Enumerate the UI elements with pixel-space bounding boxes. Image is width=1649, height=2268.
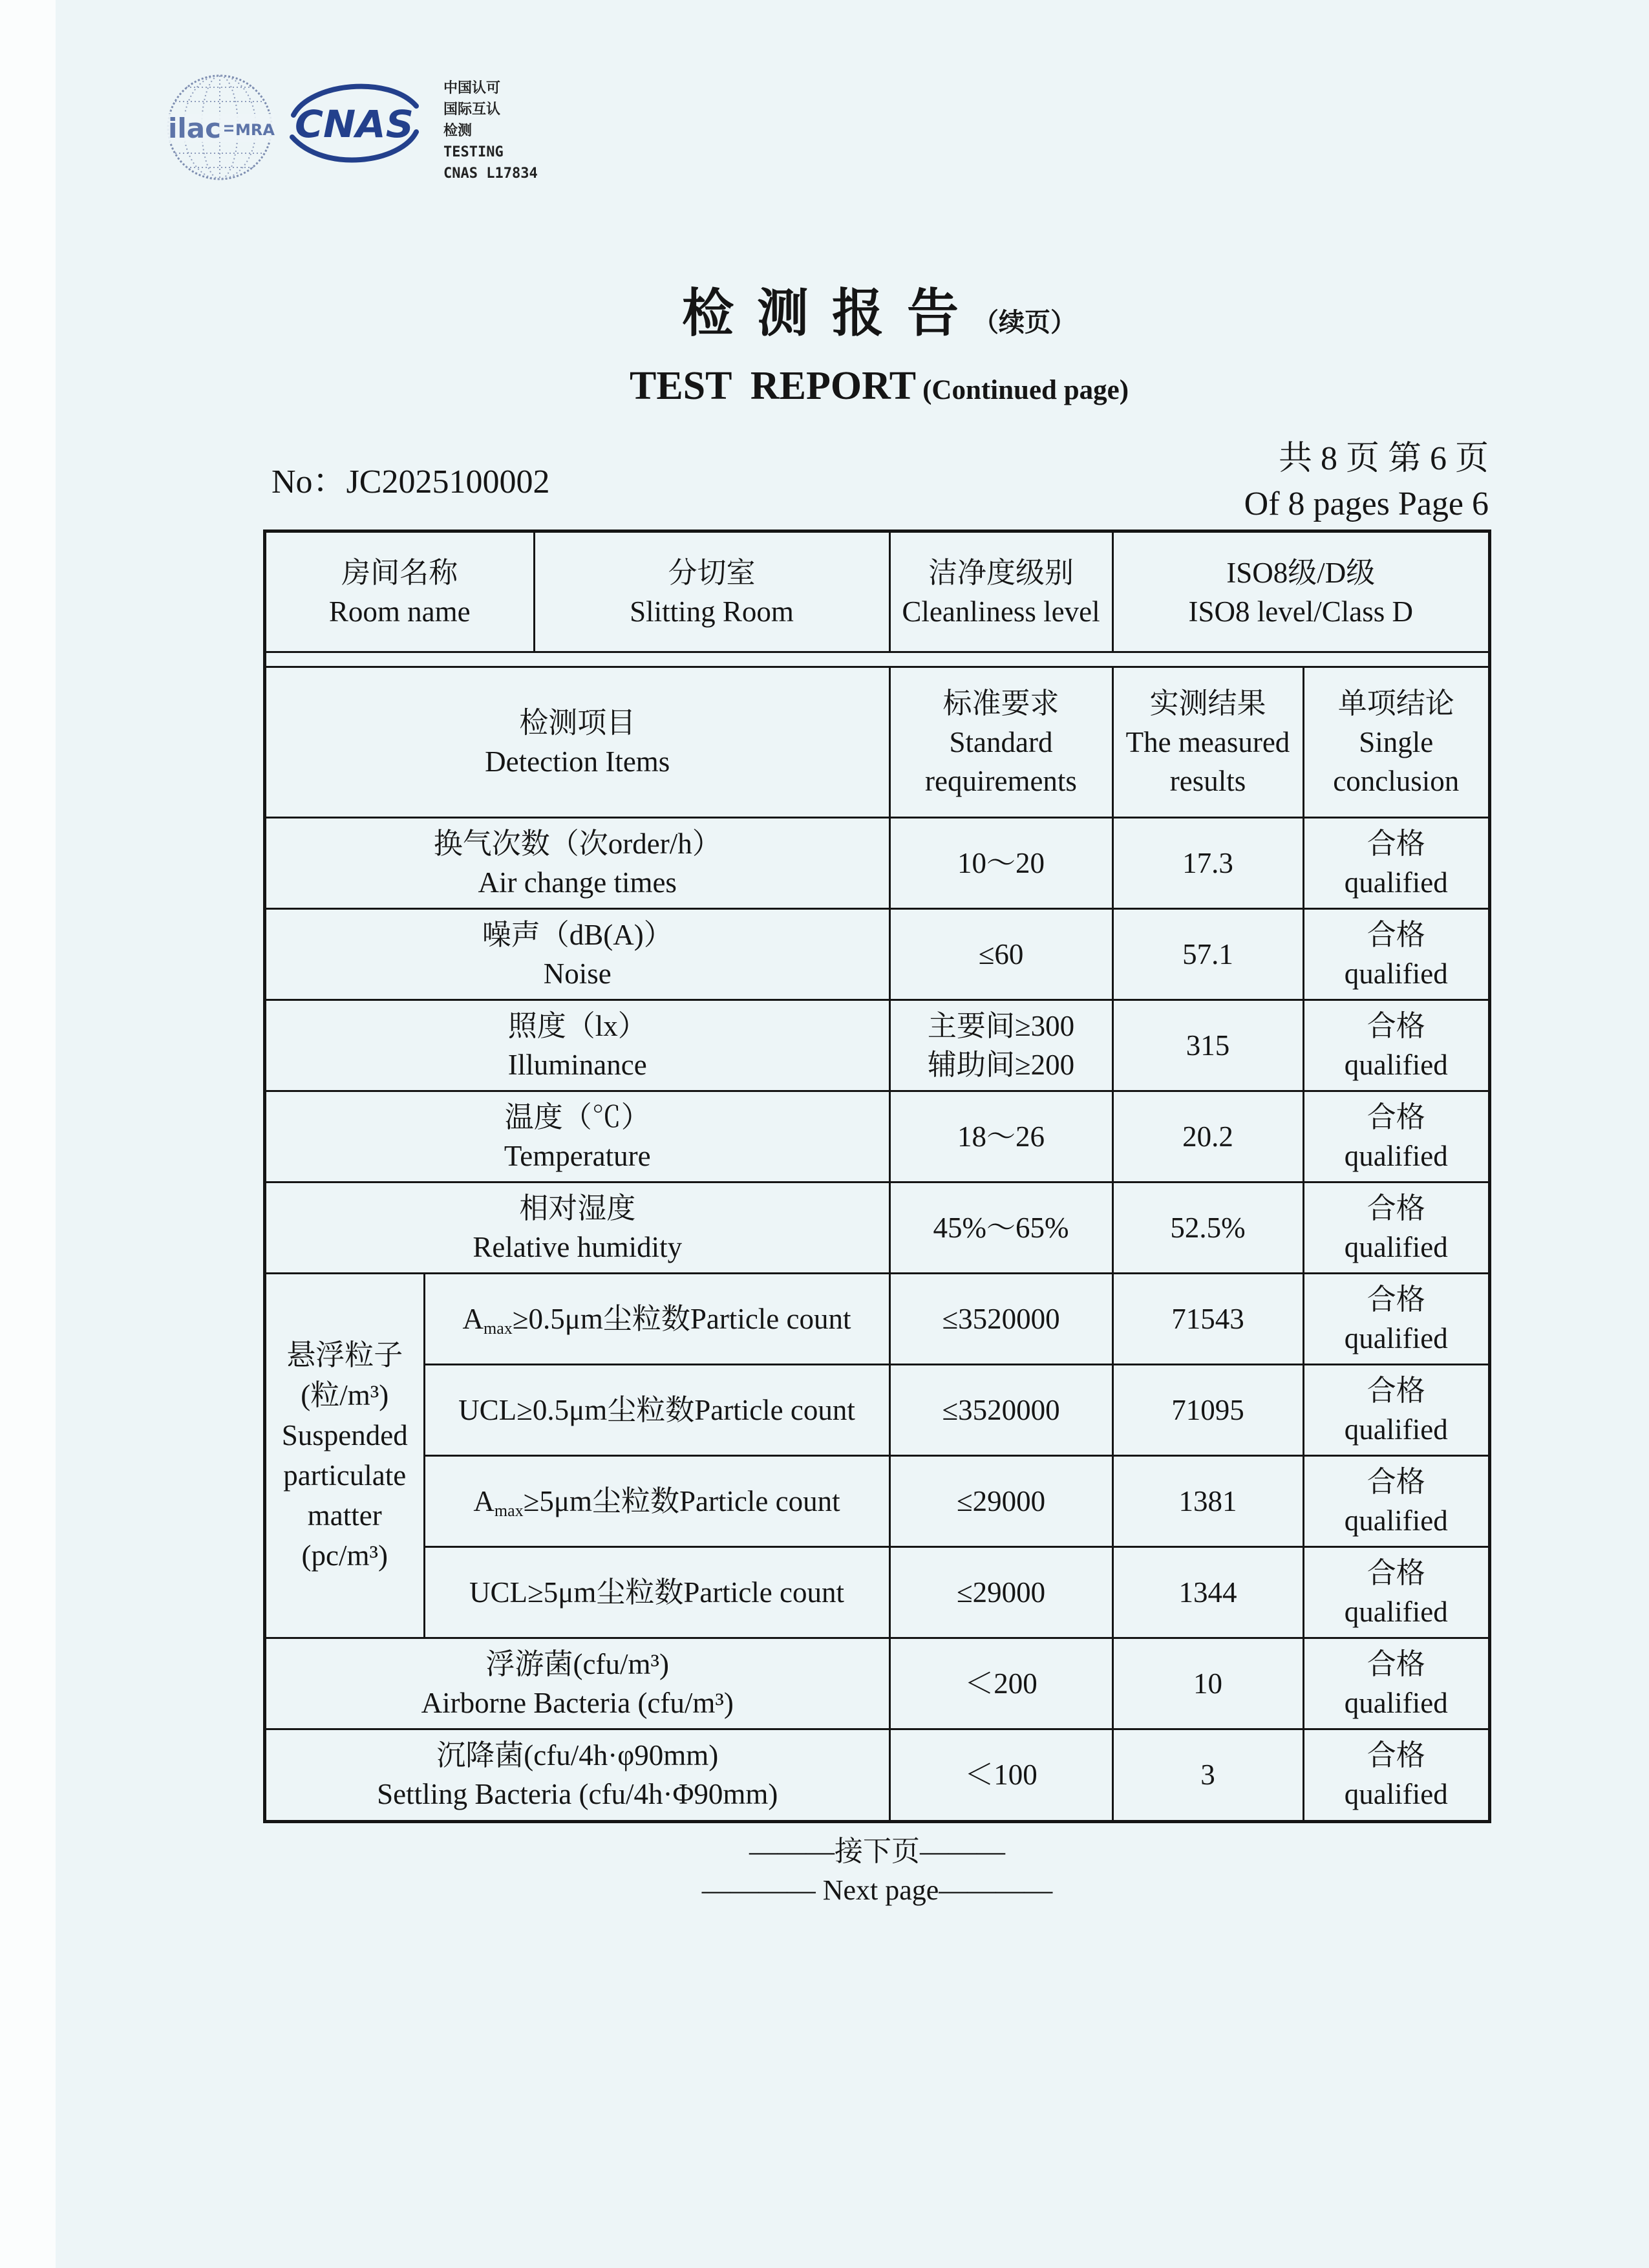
particle-subscript: max [483, 1318, 513, 1338]
item-name-cn: 换气次数（次order/h） [433, 827, 721, 860]
item-conclusion [1303, 908, 1488, 1000]
pagination-en: Of 8 pages Page 6 [1244, 486, 1489, 522]
accreditation-logos [155, 65, 440, 194]
item-result: 71543 [1112, 1273, 1303, 1364]
table-row [266, 1455, 1488, 1546]
item-result: 71095 [1112, 1364, 1303, 1455]
ilac-mra-logo [167, 76, 275, 179]
header-standard [889, 668, 1112, 817]
item-conclusion [1303, 1273, 1488, 1364]
title-en-line [388, 361, 1370, 415]
header-standard-cn: 标准要求 [942, 687, 1059, 720]
room-name-label [266, 533, 534, 651]
header-detection-items [266, 668, 889, 817]
accreditation-line: 中国认可 [443, 80, 501, 96]
cleanliness-level-value-cn: ISO8级/D级 [1226, 556, 1376, 589]
title-cn-suffix: （续页） [973, 308, 1076, 337]
particle-text: ≥0.5μm尘粒数Particle count [516, 1393, 855, 1426]
title-en: TEST REPORT [629, 364, 917, 408]
item-conclusion [1303, 1000, 1488, 1091]
item-standard: 10～20 [889, 817, 1112, 908]
item-name-en: Noise [543, 957, 612, 990]
mra-logo-text: MRA [235, 121, 275, 139]
room-info-row [266, 533, 1488, 651]
ilac-logo-text: ilac [168, 112, 222, 144]
header-standard-en: Standard [949, 725, 1053, 758]
particle-group-line: (粒/m³) [301, 1379, 389, 1411]
conclusion-en: qualified [1344, 957, 1448, 990]
report-number-label: No： [271, 464, 346, 500]
conclusion-en: qualified [1344, 866, 1448, 899]
header-detection-items-cn: 检测项目 [519, 706, 636, 739]
room-name-value-cn: 分切室 [668, 556, 756, 589]
item-standard: 18～26 [889, 1091, 1112, 1182]
table-double-rule [266, 651, 1488, 668]
conclusion-cn: 合格 [1367, 1192, 1425, 1225]
footer-next-page-cn: ———接下页——— [749, 1835, 1005, 1867]
detection-header-row [266, 668, 1488, 817]
standard-auxiliary-room: 辅助间≥200 [927, 1048, 1075, 1081]
scan-margin [0, 0, 56, 2268]
item-name [266, 1000, 889, 1091]
item-standard: ≤60 [889, 908, 1112, 1000]
title-en-suffix: (Continued page) [922, 375, 1129, 405]
item-name-en: Settling Bacteria (cfu/4h·Φ90mm) [377, 1778, 778, 1811]
conclusion-en: qualified [1344, 1504, 1448, 1537]
cnas-logo [292, 87, 416, 160]
report-number-value: JC2025100002 [346, 464, 550, 500]
item-name-cn: 沉降菌(cfu/4h·φ90mm) [436, 1739, 719, 1772]
item-conclusion [1303, 1729, 1488, 1820]
item-name-cn: 噪声（dB(A)） [482, 918, 673, 951]
cleanliness-level-label-cn: 洁净度级别 [928, 556, 1074, 589]
item-result: 52.5% [1112, 1182, 1303, 1273]
item-conclusion [1303, 1364, 1488, 1455]
table-row [266, 1091, 1488, 1182]
item-name-en: Air change times [478, 866, 677, 899]
table-row [266, 1273, 1488, 1364]
particle-item-name [424, 1455, 889, 1546]
conclusion-cn: 合格 [1367, 1556, 1425, 1589]
table-row [266, 1546, 1488, 1638]
accreditation-line: 检测 [443, 123, 473, 139]
item-conclusion [1303, 817, 1488, 908]
particle-group-line: particulate [283, 1459, 407, 1492]
conclusion-cn: 合格 [1367, 827, 1425, 860]
header-conclusion-en: Single [1359, 725, 1434, 758]
cleanliness-level-label [889, 533, 1112, 651]
item-standard: ≤29000 [889, 1546, 1112, 1638]
item-result: 10 [1112, 1638, 1303, 1729]
conclusion-en: qualified [1344, 1413, 1448, 1446]
room-name-value [534, 533, 889, 651]
particle-prefix: UCL [458, 1393, 517, 1426]
item-standard: ≤3520000 [889, 1364, 1112, 1455]
item-result: 1381 [1112, 1455, 1303, 1546]
particle-group-line: 悬浮粒子 [286, 1339, 403, 1371]
item-name [266, 1182, 889, 1273]
particle-item-name [424, 1273, 889, 1364]
item-result: 57.1 [1112, 908, 1303, 1000]
header-result-en: The measured [1125, 725, 1290, 758]
accreditation-text [443, 78, 538, 184]
header-result-cn: 实测结果 [1149, 687, 1266, 720]
item-result: 17.3 [1112, 817, 1303, 908]
table-row [266, 1364, 1488, 1455]
conclusion-cn: 合格 [1367, 1465, 1425, 1498]
conclusion-en: qualified [1344, 1139, 1448, 1172]
particle-subscript: max [494, 1501, 524, 1520]
item-result: 1344 [1112, 1546, 1303, 1638]
conclusion-en: qualified [1344, 1686, 1448, 1719]
particle-prefix: A [462, 1302, 484, 1335]
item-name-cn: 浮游菌(cfu/m³) [485, 1647, 669, 1680]
footer-next-page-en: ———— Next page———— [701, 1874, 1053, 1906]
particle-group-line: (pc/m³) [301, 1539, 388, 1572]
room-info-table [266, 533, 1488, 651]
header-standard-en: requirements [925, 764, 1077, 797]
pagination [1099, 436, 1489, 527]
item-name [266, 1729, 889, 1820]
header-conclusion [1303, 668, 1488, 817]
conclusion-cn: 合格 [1367, 1647, 1425, 1680]
item-conclusion [1303, 1638, 1488, 1729]
accreditation-line: 国际互认 [443, 102, 501, 118]
cleanliness-level-label-en: Cleanliness level [902, 595, 1100, 628]
particle-group-line: Suspended [281, 1419, 408, 1451]
conclusion-en: qualified [1344, 1048, 1448, 1081]
standard-main-room: 主要间≥300 [927, 1009, 1075, 1042]
particle-group-label [266, 1273, 424, 1638]
room-name-label-en: Room name [328, 595, 471, 628]
item-result: 3 [1112, 1729, 1303, 1820]
item-name [266, 908, 889, 1000]
accreditation-line: CNAS L17834 [443, 166, 538, 182]
item-standard [889, 1000, 1112, 1091]
particle-group-line: matter [307, 1499, 382, 1532]
conclusion-cn: 合格 [1367, 1739, 1425, 1772]
item-standard: ≤3520000 [889, 1273, 1112, 1364]
header-result-en: results [1169, 764, 1246, 797]
cleanliness-level-value [1112, 533, 1488, 651]
conclusion-cn: 合格 [1367, 918, 1425, 951]
item-name [266, 1091, 889, 1182]
item-conclusion [1303, 1182, 1488, 1273]
particle-text: ≥5μm尘粒数Particle count [523, 1484, 840, 1517]
conclusion-en: qualified [1344, 1321, 1448, 1354]
conclusion-en: qualified [1344, 1230, 1448, 1263]
item-name-en: Relative humidity [473, 1230, 683, 1263]
cleanliness-level-value-en: ISO8 level/Class D [1188, 595, 1413, 628]
detection-table [266, 668, 1488, 1820]
conclusion-en: qualified [1344, 1595, 1448, 1628]
pagination-cn: 共 8 页 第 6 页 [1278, 440, 1489, 477]
table-row [266, 1000, 1488, 1091]
room-name-value-en: Slitting Room [630, 595, 794, 628]
cnas-logo-text: CNAS [295, 102, 414, 146]
item-name-en: Temperature [504, 1139, 651, 1172]
header-result [1112, 668, 1303, 817]
item-standard: ≤29000 [889, 1455, 1112, 1546]
report-title [388, 283, 1370, 415]
particle-text: ≥0.5μm尘粒数Particle count [512, 1302, 851, 1335]
item-standard: ＜200 [889, 1638, 1112, 1729]
conclusion-cn: 合格 [1367, 1100, 1425, 1133]
conclusion-cn: 合格 [1367, 1283, 1425, 1316]
header-detection-items-en: Detection Items [485, 745, 670, 778]
header-conclusion-en: conclusion [1333, 764, 1460, 797]
item-name [266, 1638, 889, 1729]
item-conclusion [1303, 1546, 1488, 1638]
item-conclusion [1303, 1455, 1488, 1546]
title-cn-line [388, 283, 1370, 354]
item-result: 20.2 [1112, 1091, 1303, 1182]
continued-footer [554, 1832, 1200, 1910]
item-name-cn: 相对湿度 [519, 1192, 636, 1225]
table-row [266, 1182, 1488, 1273]
conclusion-en: qualified [1344, 1778, 1448, 1811]
title-cn: 检 测 报 告 [682, 286, 964, 343]
item-name-en: Illuminance [507, 1048, 647, 1081]
accreditation-line: TESTING [443, 144, 504, 160]
report-table [263, 530, 1491, 1823]
particle-item-name [424, 1546, 889, 1638]
item-name-en: Airborne Bacteria (cfu/m³) [421, 1686, 734, 1719]
item-result: 315 [1112, 1000, 1303, 1091]
item-name [266, 817, 889, 908]
particle-prefix: A [473, 1484, 495, 1517]
header-conclusion-cn: 单项结论 [1337, 687, 1454, 720]
table-row [266, 1638, 1488, 1729]
conclusion-cn: 合格 [1367, 1374, 1425, 1407]
item-standard: ＜100 [889, 1729, 1112, 1820]
item-standard: 45%～65% [889, 1182, 1112, 1273]
table-row [266, 908, 1488, 1000]
item-name-cn: 温度（℃） [504, 1100, 650, 1133]
particle-prefix: UCL [469, 1576, 527, 1609]
room-name-label-cn: 房间名称 [341, 556, 458, 589]
table-row [266, 1729, 1488, 1820]
report-number [271, 462, 549, 503]
conclusion-cn: 合格 [1367, 1009, 1425, 1042]
particle-text: ≥5μm尘粒数Particle count [527, 1576, 844, 1609]
item-conclusion [1303, 1091, 1488, 1182]
item-name-cn: 照度（lx） [507, 1009, 647, 1042]
table-row [266, 817, 1488, 908]
particle-item-name [424, 1364, 889, 1455]
